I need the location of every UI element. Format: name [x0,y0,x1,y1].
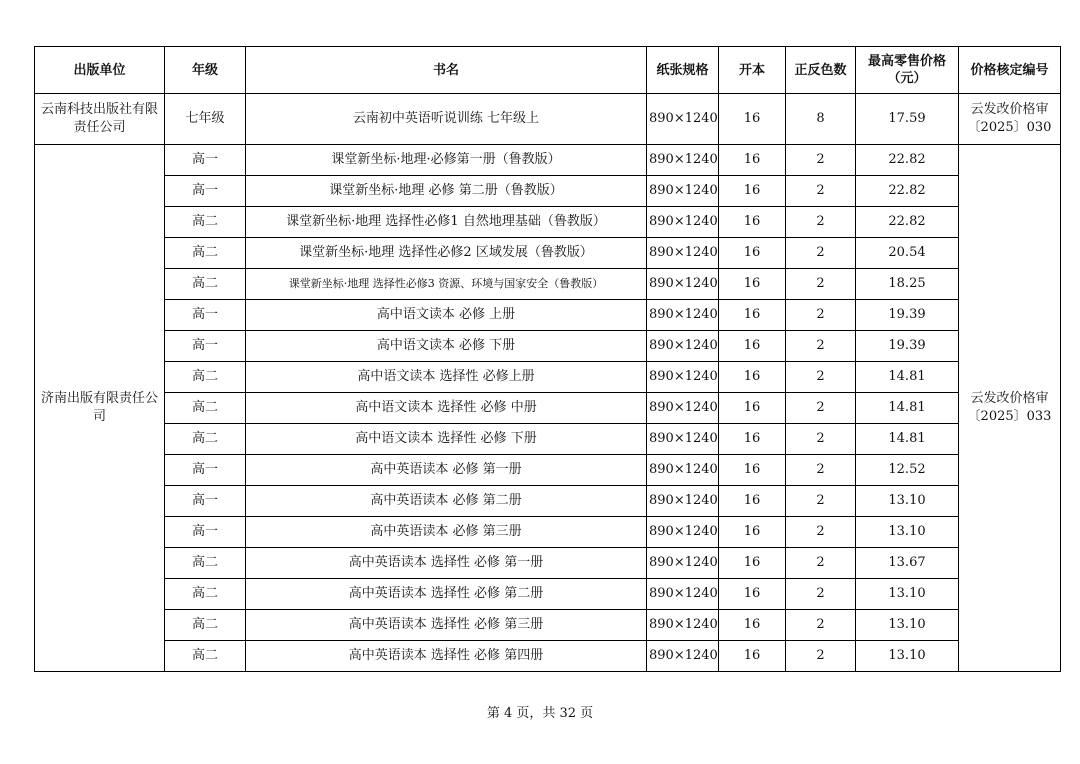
book-name-cell: 高中语文读本 必修 下册 [246,331,647,362]
format-cell: 16 [719,610,786,641]
paper-size-cell: 890×1240 [647,300,719,331]
paper-size-cell: 890×1240 [647,486,719,517]
table-row [35,548,1061,579]
book-name-cell: 云南初中英语听说训练 七年级上 [246,94,647,145]
price-cell: 22.82 [856,176,959,207]
book-name-cell: 高中英语读本 选择性 必修 第三册 [246,610,647,641]
book-name-cell: 课堂新坐标·地理·必修第一册（鲁教版） [246,145,647,176]
color-count-cell: 2 [786,610,856,641]
table-row [35,641,1061,672]
table-row [35,579,1061,610]
header-grade: 年级 [165,47,246,94]
price-cell: 14.81 [856,393,959,424]
grade-cell: 高一 [165,176,246,207]
grade-cell: 七年级 [165,94,246,145]
format-cell: 16 [719,641,786,672]
color-count-cell: 2 [786,145,856,176]
paper-size-cell: 890×1240 [647,579,719,610]
price-cell: 13.67 [856,548,959,579]
table-header-row [35,47,1061,94]
paper-size-cell: 890×1240 [647,207,719,238]
price-table [34,46,1061,672]
color-count-cell: 2 [786,393,856,424]
table-row [35,610,1061,641]
price-cell: 19.39 [856,331,959,362]
color-count-cell: 2 [786,238,856,269]
book-name-cell: 课堂新坐标·地理 必修 第二册（鲁教版） [246,176,647,207]
paper-size-cell: 890×1240 [647,517,719,548]
price-cell: 13.10 [856,641,959,672]
price-cell: 17.59 [856,94,959,145]
paper-size-cell: 890×1240 [647,610,719,641]
book-name-cell: 高中英语读本 选择性 必修 第四册 [246,641,647,672]
book-name-cell: 高中语文读本 必修 上册 [246,300,647,331]
paper-size-cell: 890×1240 [647,455,719,486]
price-cell: 13.10 [856,486,959,517]
book-name-cell: 课堂新坐标·地理 选择性必修1 自然地理基础（鲁教版） [246,207,647,238]
paper-size-cell: 890×1240 [647,238,719,269]
grade-cell: 高二 [165,424,246,455]
grade-cell: 高二 [165,641,246,672]
grade-cell: 高二 [165,238,246,269]
color-count-cell: 2 [786,176,856,207]
approval-code-cell: 云发改价格审〔2025〕030 [959,94,1061,145]
header-book-name: 书名 [246,47,647,94]
color-count-cell: 2 [786,548,856,579]
paper-size-cell: 890×1240 [647,94,719,145]
table-row [35,238,1061,269]
price-cell: 13.10 [856,579,959,610]
format-cell: 16 [719,145,786,176]
price-cell: 22.82 [856,207,959,238]
grade-cell: 高一 [165,300,246,331]
table-row [35,517,1061,548]
price-cell: 19.39 [856,300,959,331]
grade-cell: 高二 [165,579,246,610]
table-row [35,424,1061,455]
book-name-cell: 高中语文读本 选择性 必修 下册 [246,424,647,455]
publisher-cell: 济南出版有限责任公司 [35,145,165,672]
header-format: 开本 [719,47,786,94]
grade-cell: 高二 [165,207,246,238]
grade-cell: 高一 [165,331,246,362]
table-row [35,455,1061,486]
grade-cell: 高一 [165,455,246,486]
table-row [35,393,1061,424]
grade-cell: 高二 [165,362,246,393]
price-cell: 13.10 [856,517,959,548]
book-name-cell: 高中英语读本 必修 第一册 [246,455,647,486]
grade-cell: 高二 [165,269,246,300]
book-name-cell: 课堂新坐标·地理 选择性必修3 资源、环境与国家安全（鲁教版） [246,269,647,300]
paper-size-cell: 890×1240 [647,641,719,672]
book-name-cell: 高中英语读本 必修 第二册 [246,486,647,517]
book-name-cell: 高中语文读本 选择性 必修上册 [246,362,647,393]
page-footer: 第 4 页，共 32 页 [486,706,594,721]
color-count-cell: 2 [786,269,856,300]
header-publisher: 出版单位 [35,47,165,94]
color-count-cell: 2 [786,424,856,455]
color-count-cell: 2 [786,486,856,517]
color-count-cell: 2 [786,207,856,238]
table-row [35,486,1061,517]
price-cell: 13.10 [856,610,959,641]
color-count-cell: 2 [786,300,856,331]
price-cell: 22.82 [856,145,959,176]
book-name-cell: 高中英语读本 必修 第三册 [246,517,647,548]
table-row [35,331,1061,362]
table-row [35,207,1061,238]
table-row [35,145,1061,176]
format-cell: 16 [719,207,786,238]
book-name-cell: 课堂新坐标·地理 选择性必修2 区域发展（鲁教版） [246,238,647,269]
grade-cell: 高二 [165,548,246,579]
color-count-cell: 8 [786,94,856,145]
book-name-cell: 高中语文读本 选择性 必修 中册 [246,393,647,424]
price-cell: 12.52 [856,455,959,486]
format-cell: 16 [719,331,786,362]
color-count-cell: 2 [786,579,856,610]
publisher-cell: 云南科技出版社有限责任公司 [35,94,165,145]
format-cell: 16 [719,548,786,579]
format-cell: 16 [719,393,786,424]
format-cell: 16 [719,517,786,548]
paper-size-cell: 890×1240 [647,393,719,424]
format-cell: 16 [719,94,786,145]
grade-cell: 高一 [165,517,246,548]
header-approval-code: 价格核定编号 [959,47,1061,94]
grade-cell: 高二 [165,393,246,424]
format-cell: 16 [719,238,786,269]
paper-size-cell: 890×1240 [647,176,719,207]
format-cell: 16 [719,424,786,455]
format-cell: 16 [719,455,786,486]
price-cell: 14.81 [856,362,959,393]
book-name-cell: 高中英语读本 选择性 必修 第一册 [246,548,647,579]
format-cell: 16 [719,486,786,517]
color-count-cell: 2 [786,455,856,486]
grade-cell: 高一 [165,486,246,517]
table-row [35,94,1061,145]
color-count-cell: 2 [786,331,856,362]
color-count-cell: 2 [786,641,856,672]
color-count-cell: 2 [786,362,856,393]
price-cell: 20.54 [856,238,959,269]
paper-size-cell: 890×1240 [647,424,719,455]
format-cell: 16 [719,362,786,393]
format-cell: 16 [719,269,786,300]
header-paper-size: 纸张规格 [647,47,719,94]
grade-cell: 高二 [165,610,246,641]
format-cell: 16 [719,176,786,207]
table-body [35,94,1061,672]
table-row [35,269,1061,300]
format-cell: 16 [719,300,786,331]
approval-code-cell: 云发改价格审〔2025〕033 [959,145,1061,672]
price-cell: 18.25 [856,269,959,300]
book-name-cell: 高中英语读本 选择性 必修 第二册 [246,579,647,610]
table-row [35,300,1061,331]
price-cell: 14.81 [856,424,959,455]
header-max-price: 最高零售价格（元） [856,47,959,94]
format-cell: 16 [719,579,786,610]
paper-size-cell: 890×1240 [647,362,719,393]
table-row [35,176,1061,207]
header-color-count: 正反色数 [786,47,856,94]
paper-size-cell: 890×1240 [647,548,719,579]
paper-size-cell: 890×1240 [647,269,719,300]
paper-size-cell: 890×1240 [647,331,719,362]
table-row [35,362,1061,393]
color-count-cell: 2 [786,517,856,548]
paper-size-cell: 890×1240 [647,145,719,176]
grade-cell: 高一 [165,145,246,176]
